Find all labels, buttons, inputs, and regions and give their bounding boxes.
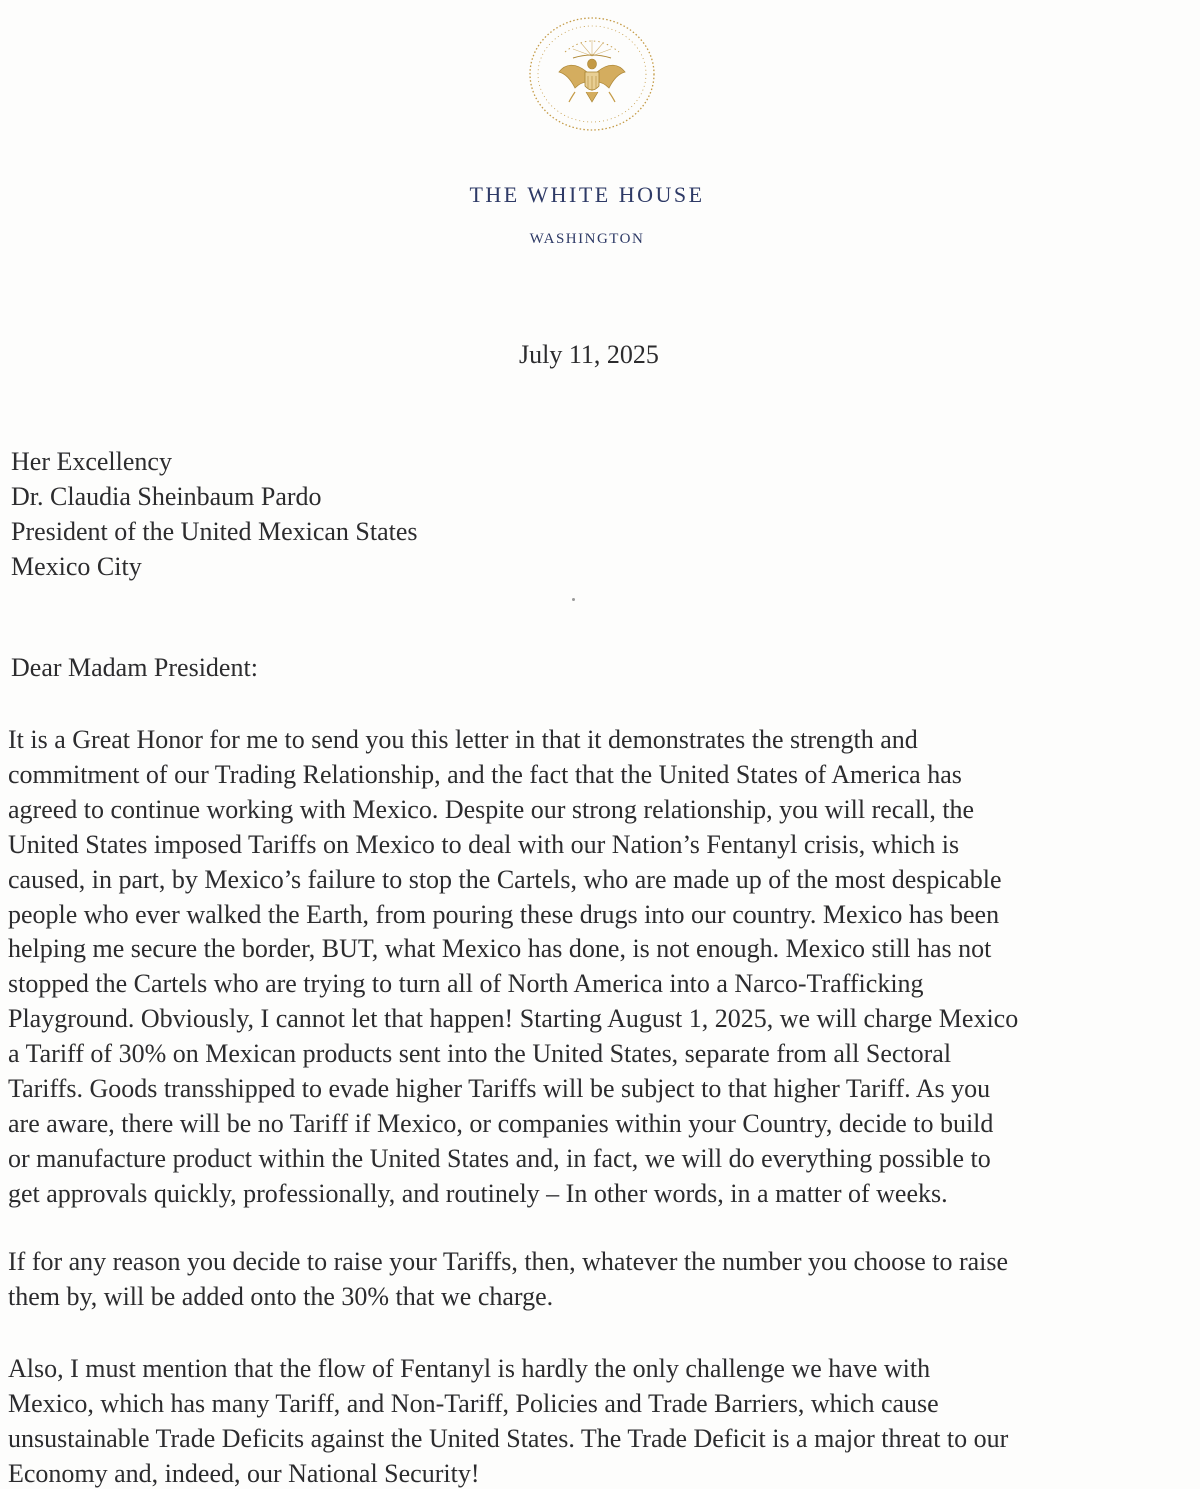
- text-line: It is a Great Honor for me to send you this letter in that it demonstrates the strength and: [8, 725, 918, 754]
- paper-speck: [572, 598, 575, 601]
- text-line: or manufacture product within the United States and, in fact, we will do everything possible to: [8, 1143, 991, 1173]
- text-line: get approvals quickly, professionally, and routinely – In other words, in a matter of weeks.: [8, 1178, 948, 1208]
- text-line: commitment of our Trading Relationship, and the fact that the United States of America has: [8, 759, 962, 789]
- text-line: people who ever walked the Earth, from pouring these drugs into our country. Mexico has been: [8, 899, 1000, 929]
- body-paragraph-3: [8, 1352, 1168, 1489]
- text-line: unsustainable Trade Deficits against the United States. The Trade Deficit is a major threat to our: [8, 1423, 1009, 1453]
- text-line: agreed to continue working with Mexico. Despite our strong relationship, you will recall, the: [8, 794, 975, 824]
- address-line: Her Excellency: [11, 447, 172, 476]
- text-line: Also, I must mention that the flow of Fentanyl is hardly the only challenge we have with: [8, 1354, 931, 1383]
- text-line: If for any reason you decide to raise your Tariffs, then, whatever the number you choose to raise: [8, 1247, 1009, 1276]
- body-paragraph-1: [8, 723, 1168, 1212]
- text-line: stopped the Cartels who are trying to turn all of North America into a Narco-Trafficking: [8, 969, 924, 999]
- body-paragraph-2: [8, 1245, 1168, 1315]
- text-line: Tariffs. Goods transshipped to evade higher Tariffs will be subject to that higher Tariff. As you: [8, 1074, 991, 1104]
- address-line: Mexico City: [11, 552, 142, 581]
- text-line: Mexico, which has many Tariff, and Non-Tariff, Policies and Trade Barriers, which cause: [8, 1388, 939, 1418]
- text-line: Playground. Obviously, I cannot let that happen! Starting August 1, 2025, we will charge Mexico: [8, 1004, 1019, 1034]
- presidential-seal-icon: [525, 12, 660, 137]
- text-line: are aware, there will be no Tariff if Mexico, or companies within your Country, decide to build: [8, 1108, 994, 1138]
- salutation: Dear Madam President:: [11, 653, 258, 682]
- letterhead-subtitle: WASHINGTON: [529, 231, 645, 247]
- address-line: President of the United Mexican States: [11, 517, 418, 546]
- text-line: helping me secure the border, BUT, what Mexico has done, is not enough. Mexico still has not: [8, 934, 992, 964]
- letterhead-title: THE WHITE HOUSE: [469, 182, 705, 207]
- text-line: Economy and, indeed, our National Security!: [8, 1458, 480, 1488]
- recipient-address: [11, 444, 418, 584]
- address-line: Dr. Claudia Sheinbaum Pardo: [11, 482, 322, 511]
- text-line: United States imposed Tariffs on Mexico to deal with our Nation’s Fentanyl crisis, which is: [8, 829, 960, 859]
- letter-date: July 11, 2025: [519, 340, 659, 369]
- text-line: a Tariff of 30% on Mexican products sent into the United States, separate from all Sectoral: [8, 1039, 952, 1069]
- text-line: caused, in part, by Mexico’s failure to stop the Cartels, who are made up of the most despicable: [8, 864, 1002, 894]
- text-line: them by, will be added onto the 30% that we charge.: [8, 1281, 554, 1311]
